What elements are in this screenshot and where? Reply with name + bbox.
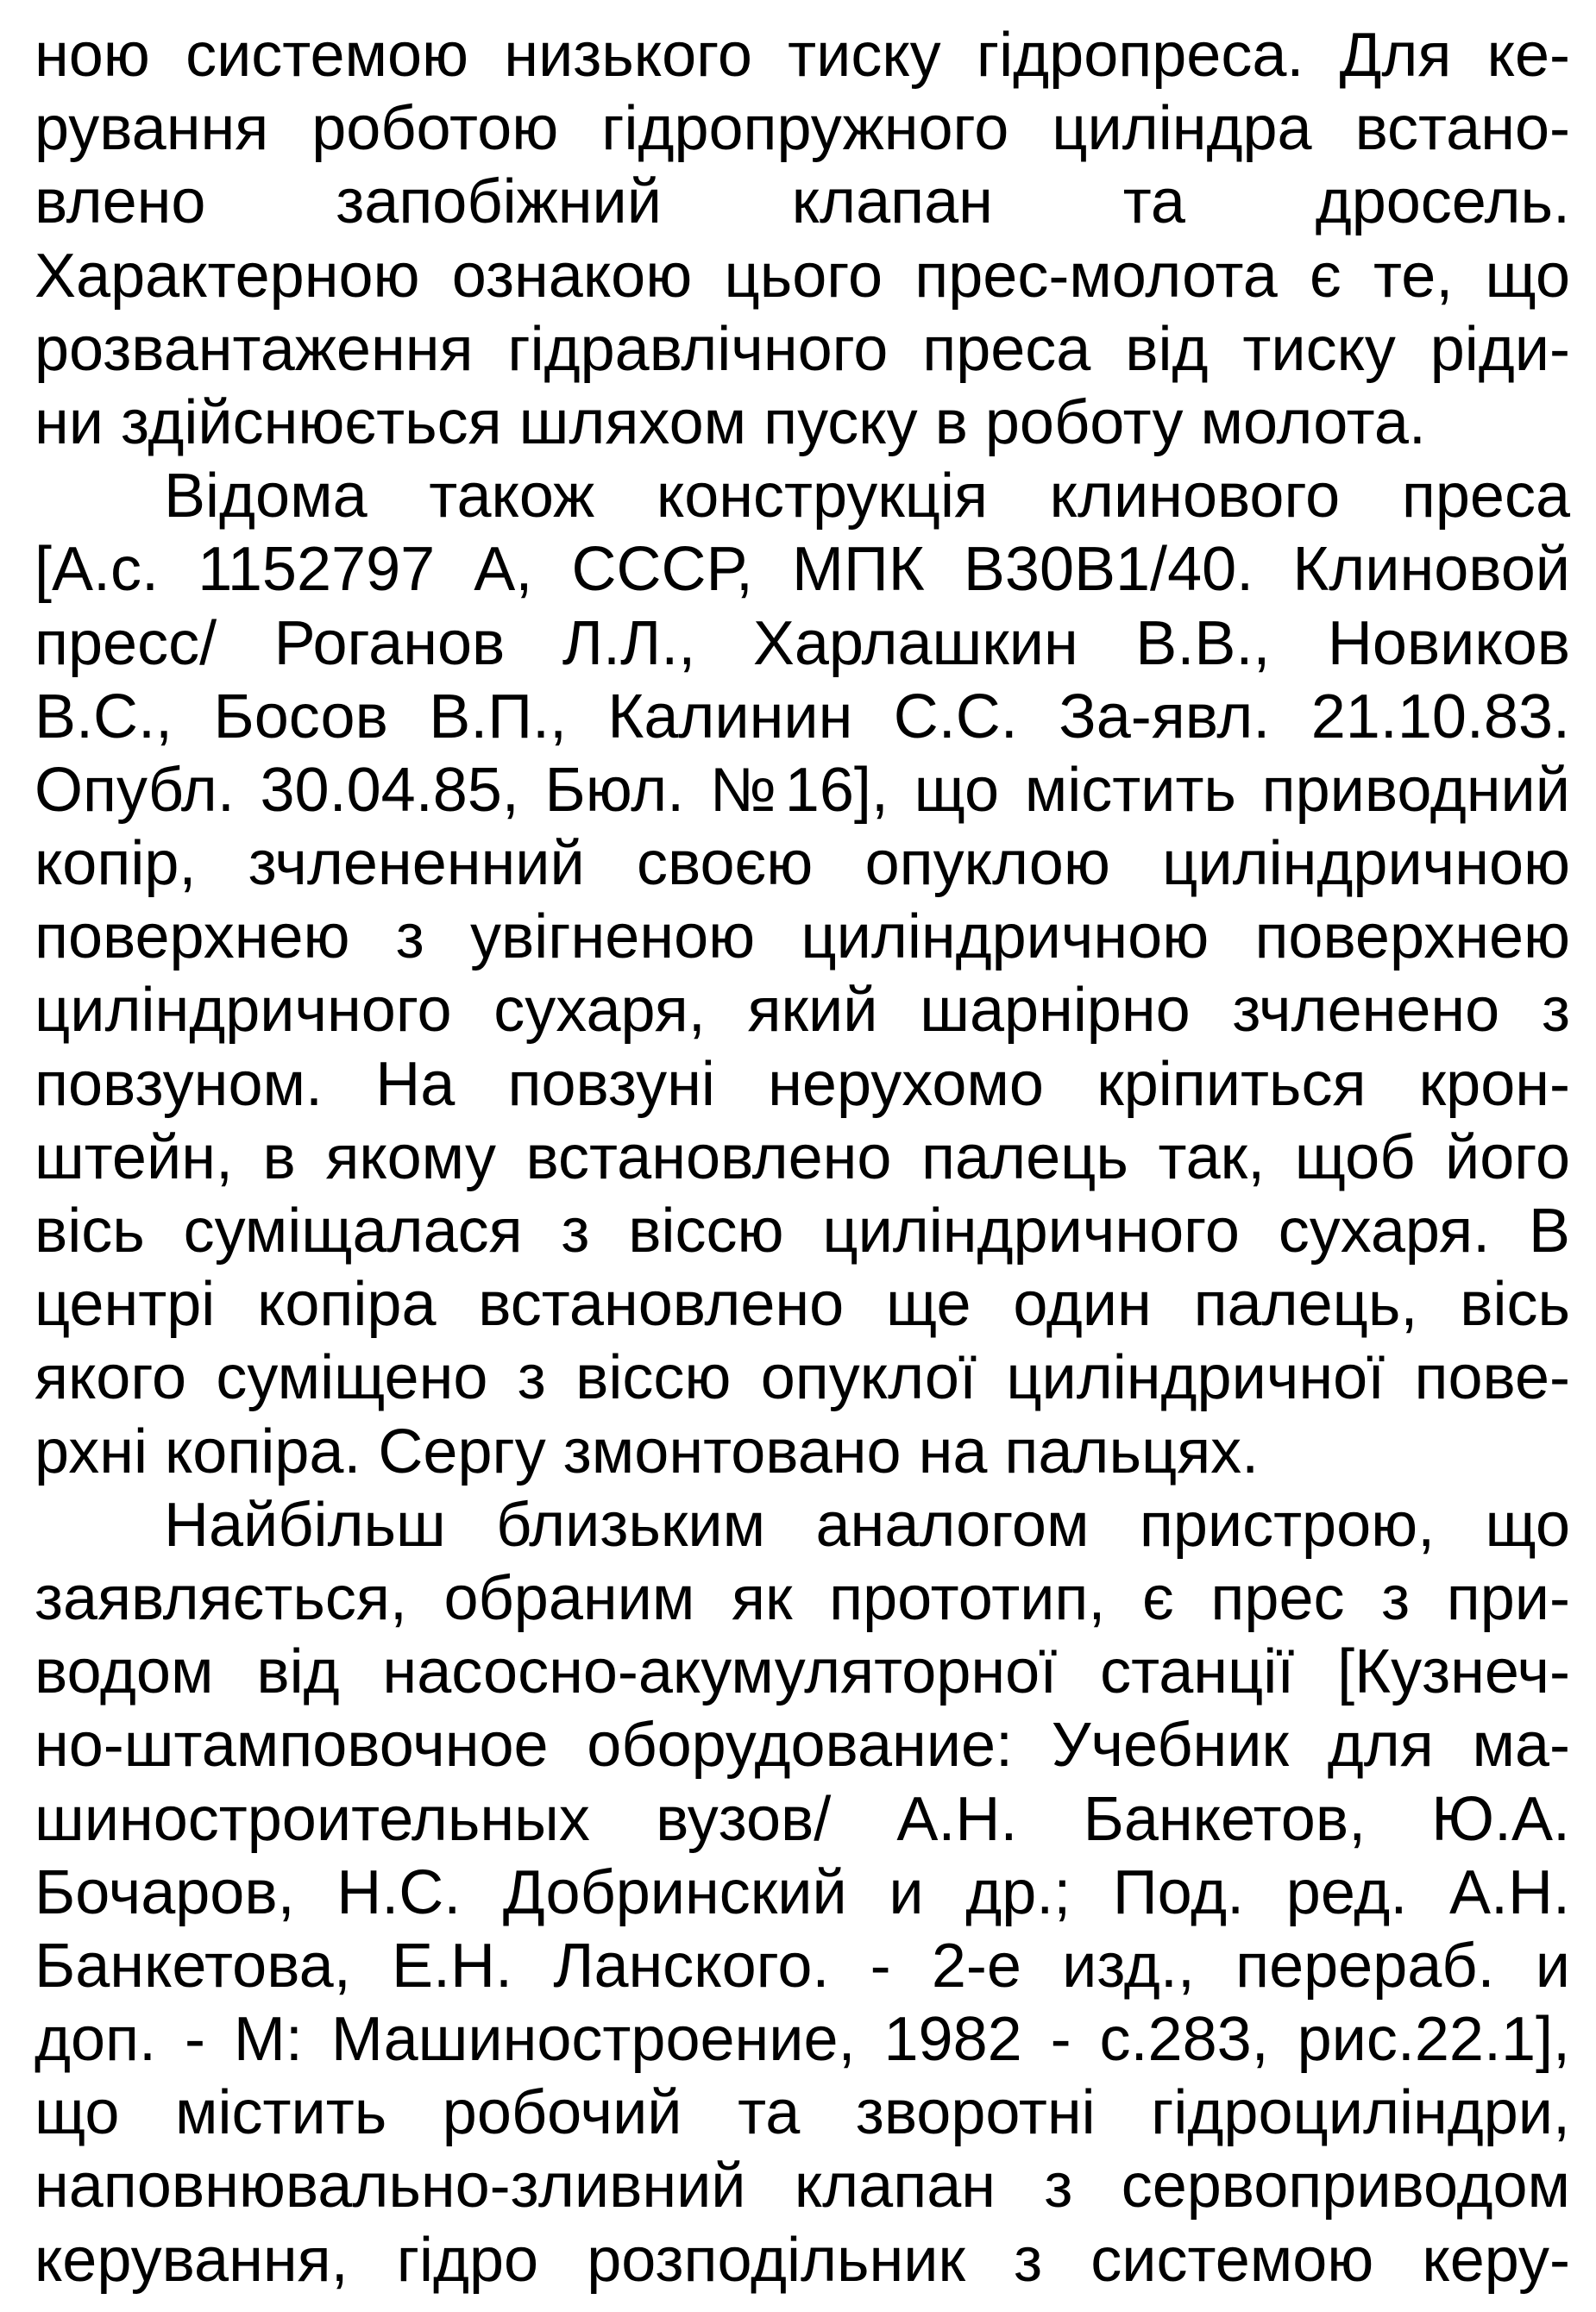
text-line: В.С., Босов В.П., Калинин С.С. За-явл. 21.10.83. [35, 682, 1570, 751]
text-line: якого суміщено з віссю опуклої циліндричної пове- [35, 1343, 1570, 1413]
text-line: розвантаження гідравлічного преса від тиску ріди- [35, 314, 1570, 384]
text-line: наповнювально-зливний клапан з сервоприводом [35, 2152, 1570, 2221]
text-line: повзуном. На повзуні нерухомо кріпиться крон- [35, 1049, 1570, 1119]
text-line: керування, гідро розподільник з системою керу- [35, 2225, 1570, 2295]
text-line: шиностроительных вузов/ А.Н. Банкетов, Ю.А. [35, 1784, 1570, 1854]
text-line: що містить робочий та зворотні гідроциліндри, [35, 2078, 1570, 2148]
text-line: рхні копіра. Сергу змонтовано на пальцях. [35, 1417, 1260, 1486]
text-line: копір, зчлененний своєю опуклою циліндричною [35, 829, 1570, 899]
text-line: ною системою низького тиску гідропреса. Для ке- [35, 21, 1570, 90]
text-line: [А.с. 1152797 А, СССР, МПК В30В1/40. Клиновой [35, 535, 1570, 605]
document-body [35, 19, 1570, 2297]
text-line: поверхнею з увігненою циліндричною поверхнею [35, 902, 1570, 972]
text-line: Опубл. 30.04.85, Бюл. №16], що містить приводний [35, 755, 1570, 825]
text-line: циліндричного сухаря, який шарнірно зчленено з [35, 976, 1570, 1046]
text-line: ни здійснюється шляхом пуску в роботу молота. [35, 387, 1426, 457]
paragraph-first-line: Найбільш близьким аналогом пристрою, що [164, 1490, 1570, 1560]
text-line: штейн, в якому встановлено палець так, щоб його [35, 1122, 1570, 1192]
text-line: заявляється, обраним як прототип, є прес з при- [35, 1563, 1570, 1633]
text-line: Характерною ознакою цього прес-молота є те, що [35, 241, 1570, 311]
text-line: доп. - М: Машиностроение, 1982 - с.283, рис.22.1], [35, 2005, 1570, 2075]
text-line: вісь суміщалася з віссю циліндричного сухаря. В [35, 1197, 1570, 1266]
text-line: пресс/ Роганов Л.Л., Харлашкин В.В., Новиков [35, 608, 1570, 678]
text-line: рування роботою гідропружного циліндра встано- [35, 94, 1570, 164]
paragraph-first-line: Відома також конструкція клинового преса [164, 462, 1570, 531]
text-line: водом від насосно-акумуляторної станції [Кузнеч- [35, 1637, 1570, 1707]
text-line: влено запобіжний клапан та дросель. [35, 167, 1570, 237]
text-line: Бочаров, Н.С. Добринский и др.; Под. ред. А.Н. [35, 1857, 1570, 1927]
text-line: но-штамповочное оборудование: Учебник для ма- [35, 1711, 1570, 1781]
text-line: центрі копіра встановлено ще один палець, вісь [35, 1270, 1570, 1340]
text-line: Банкетова, Е.Н. Ланского. - 2-е изд., перераб. и [35, 1931, 1570, 2001]
